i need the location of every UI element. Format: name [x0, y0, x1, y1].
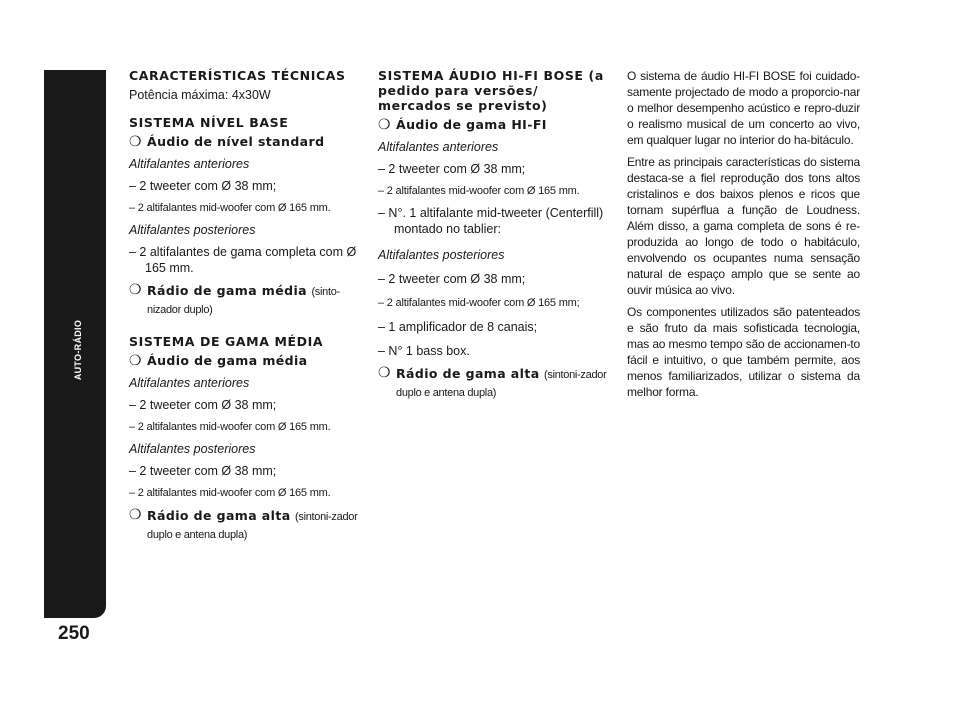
paragraph: Os componentes utilizados são patenteados e são fruto da mais sofisticada tecnologia, mas ao mesmo tempo são de accionamen-to fácil e intuitivo, o que também permite, aos menos familiarizados, utilizar o sistema da melhor forma. — [627, 305, 860, 399]
bullet-audio-mid: ❍ Áudio de gama média — [129, 353, 308, 369]
bullet-radio-mid: ❍ Rádio de gama média (sinto-nizador duplo) — [129, 282, 340, 316]
circle-bullet-icon: ❍ — [129, 507, 142, 523]
spec-line: – 2 tweeter com Ø 38 mm; — [129, 398, 277, 412]
column-left — [129, 68, 361, 549]
paragraph: O sistema de áudio HI-FI BOSE foi cuidado-samente projectado de modo a proporcio-nar o melhor desempenho acústico e repro-duzir o realismo musical de um concerto ao vivo, em qualquer lugar no interior do ha-bitáculo. — [627, 69, 860, 147]
column-right — [627, 68, 860, 406]
bullet-radio-high: ❍ Rádio de gama alta (sintoni-zador duplo e antena dupla) — [129, 507, 358, 541]
spec-line: – 2 altifalantes de gama completa com Ø 165 mm. — [129, 245, 357, 275]
bullet-radio-high: ❍ Rádio de gama alta (sintoni-zador duplo e antena dupla) — [378, 365, 607, 399]
spec-line: – N° 1 bass box. — [378, 344, 470, 358]
front-speakers-label: Altifalantes anteriores — [129, 157, 250, 171]
heading-technical-specs: CARACTERÍSTICAS TÉCNICAS — [129, 68, 346, 83]
circle-bullet-icon: ❍ — [129, 134, 142, 150]
circle-bullet-icon: ❍ — [129, 353, 142, 369]
section-label: AUTO-RÁDIO — [73, 319, 83, 381]
rear-speakers-label: Altifalantes posteriores — [378, 248, 505, 262]
circle-bullet-icon: ❍ — [378, 365, 391, 381]
spec-line: – 2 tweeter com Ø 38 mm; — [378, 162, 526, 176]
max-power: Potência máxima: 4x30W — [129, 88, 271, 102]
spec-line: – 2 altifalantes mid-woofer com Ø 165 mm. — [129, 487, 331, 499]
spec-line: – 2 tweeter com Ø 38 mm; — [129, 464, 277, 478]
heading-bose-system: SISTEMA ÁUDIO HI-FI BOSE (a pedido para versões/ mercados se previsto) — [378, 68, 604, 113]
spec-line: – 2 altifalantes mid-woofer com Ø 165 mm. — [129, 421, 331, 433]
spec-line: – 1 amplificador de 8 canais; — [378, 320, 538, 334]
front-speakers-label: Altifalantes anteriores — [129, 376, 250, 390]
front-speakers-label: Altifalantes anteriores — [378, 140, 499, 154]
circle-bullet-icon: ❍ — [129, 282, 142, 298]
spec-line: – 2 tweeter com Ø 38 mm; — [129, 179, 277, 193]
heading-mid-system: SISTEMA DE GAMA MÉDIA — [129, 334, 324, 349]
spec-line: – 2 tweeter com Ø 38 mm; — [378, 272, 526, 286]
spec-line: – 2 altifalantes mid-woofer com Ø 165 mm. — [129, 202, 331, 214]
circle-bullet-icon: ❍ — [378, 117, 391, 133]
rear-speakers-label: Altifalantes posteriores — [129, 223, 256, 237]
column-middle — [378, 68, 610, 407]
bullet-audio-hifi: ❍ Áudio de gama HI-FI — [378, 117, 547, 133]
heading-base-system: SISTEMA NÍVEL BASE — [129, 115, 289, 130]
page-number: 250 — [58, 623, 90, 644]
paragraph: Entre as principais características do sistema destaca-se a fiel reprodução dos tons altos cristalinos e dos baixos plenos e ricos que tornam supérflua a função de Loudness. Além disso, a gama completa de sons é re-produzida ao longo de todo o habitáculo, envolvendo os ocupantes numa sensação natural de espaço amplo que se sente ao ouvir música ao vivo. — [627, 155, 860, 297]
rear-speakers-label: Altifalantes posteriores — [129, 442, 256, 456]
spec-line: – N°. 1 altifalante mid-tweeter (Centerfill) montado no tablier: — [378, 206, 604, 236]
spec-line: – 2 altifalantes mid-woofer com Ø 165 mm; — [378, 297, 580, 309]
bullet-audio-standard: ❍ Áudio de nível standard — [129, 134, 325, 150]
spec-line: – 2 altifalantes mid-woofer com Ø 165 mm. — [378, 185, 580, 197]
